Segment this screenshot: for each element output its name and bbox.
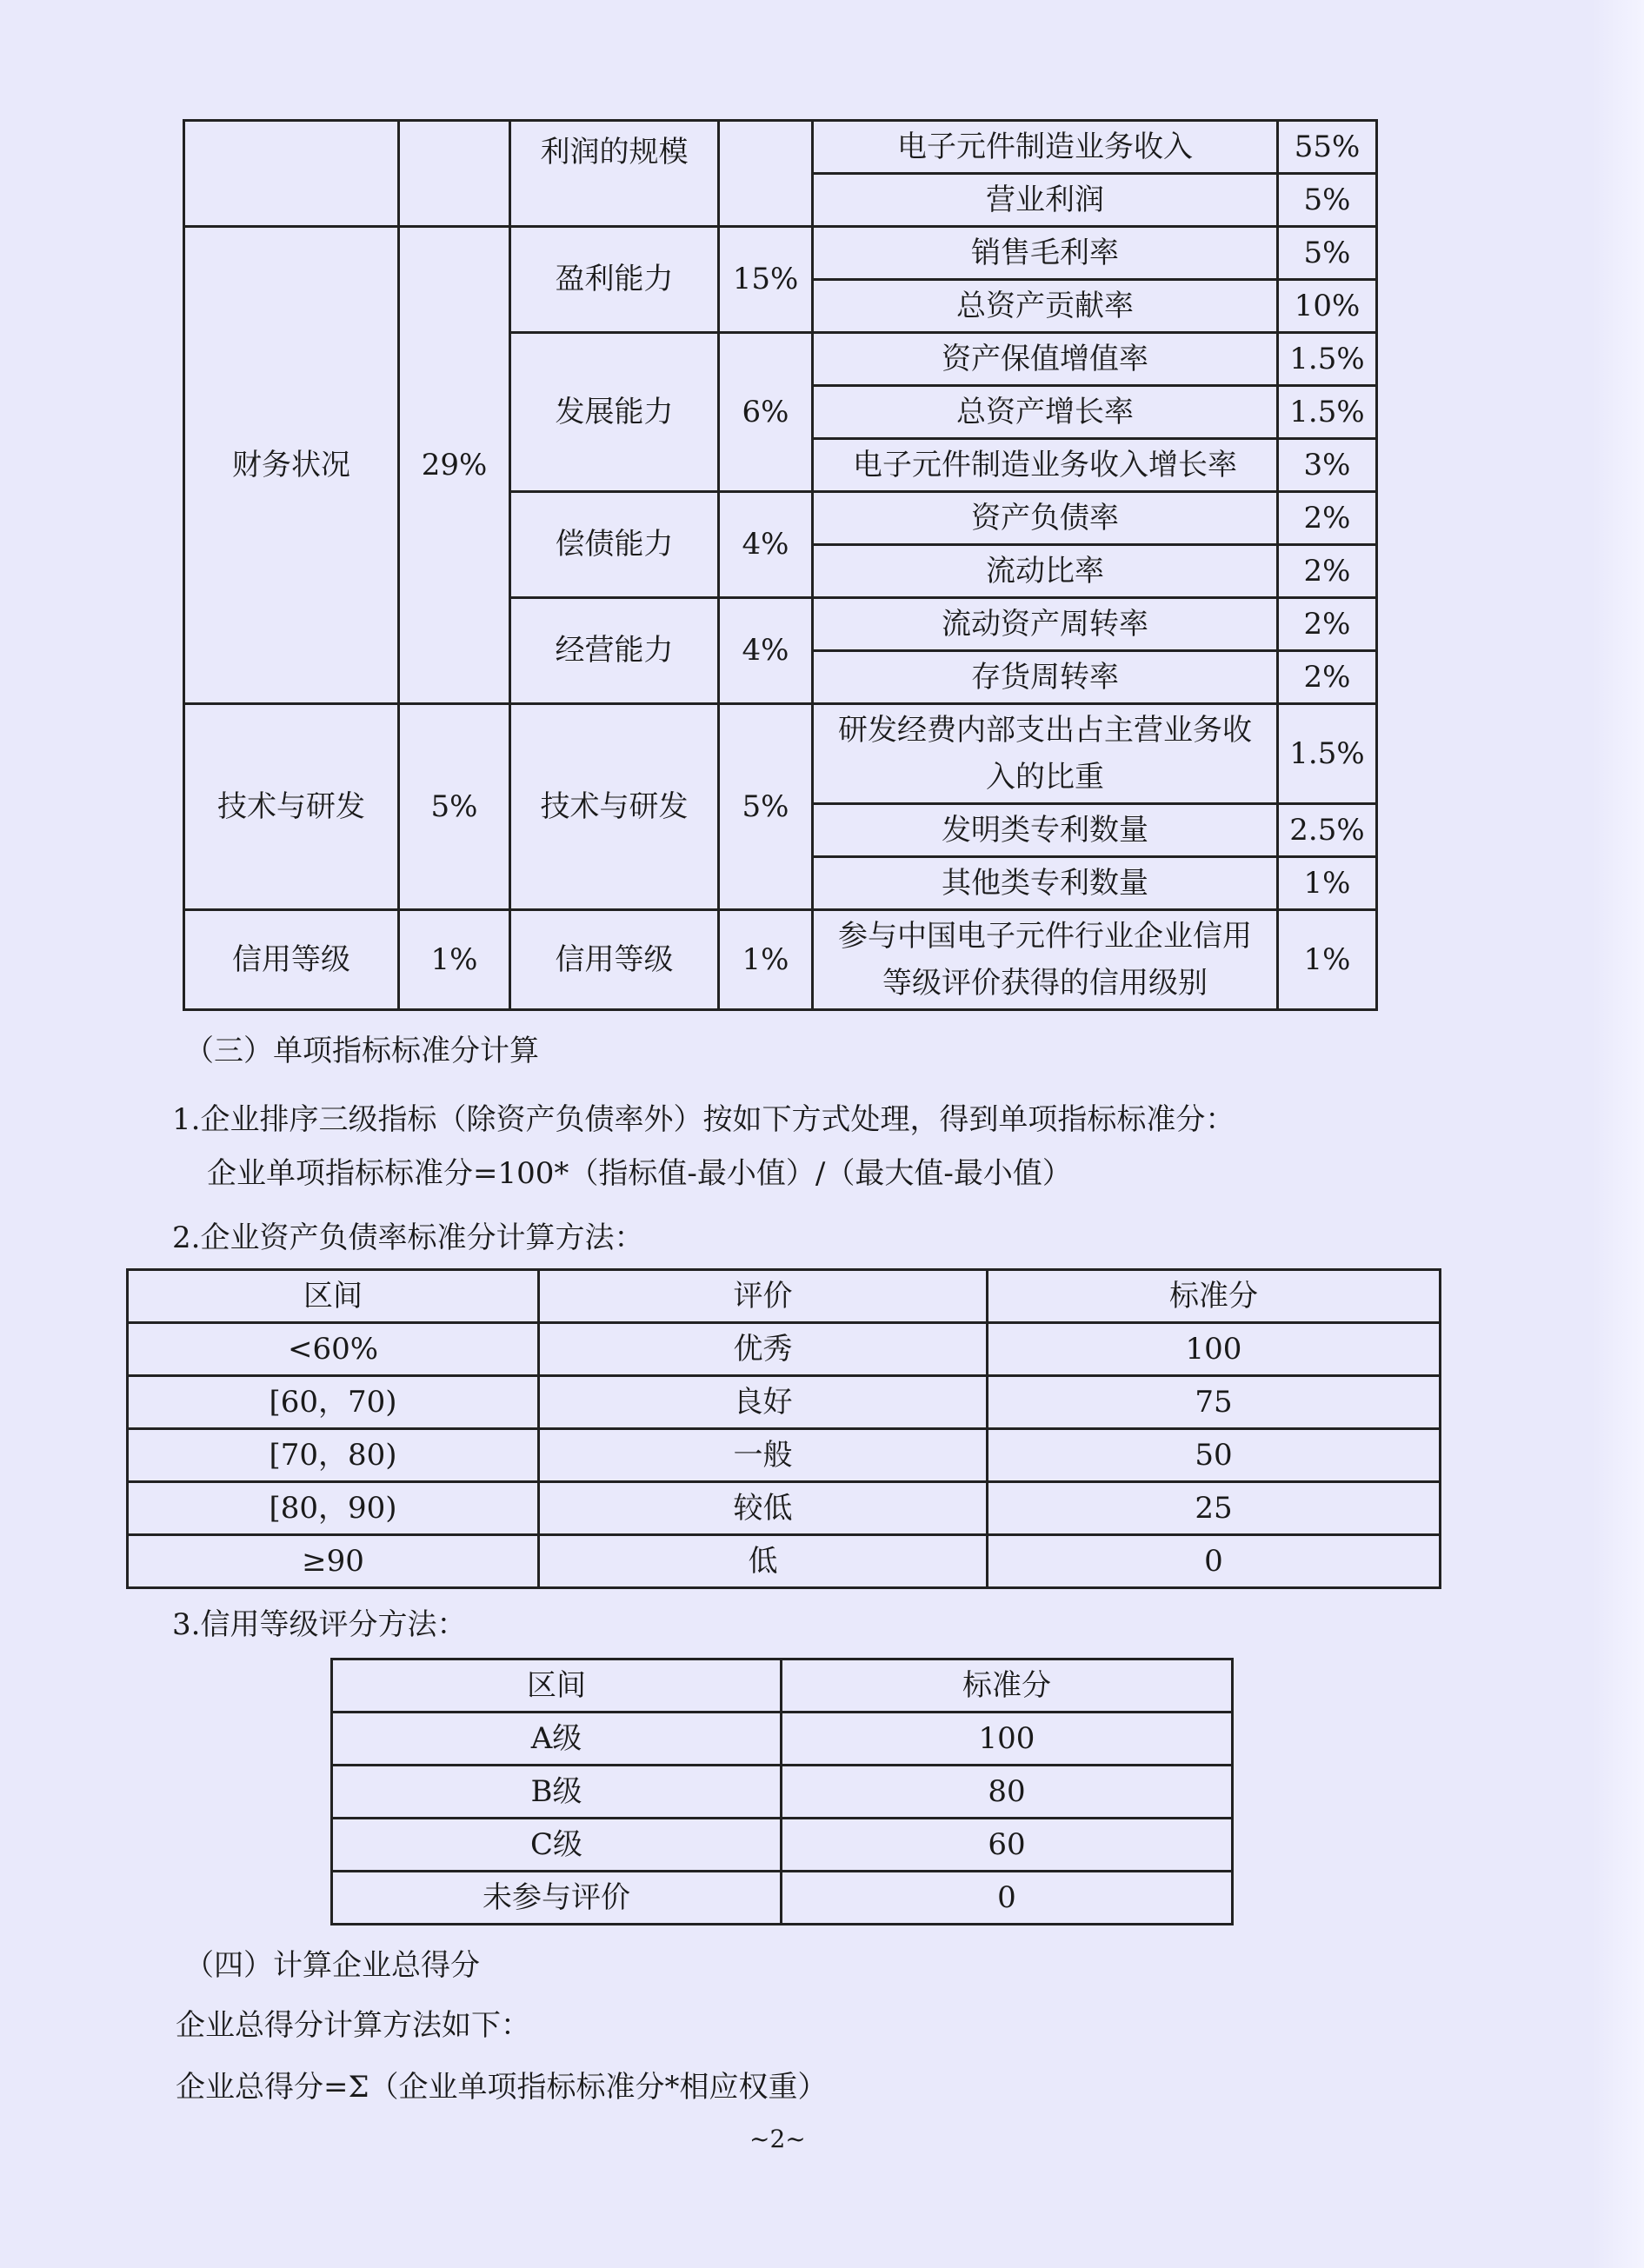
table-row	[128, 1429, 1441, 1482]
cell-primary-indicator: 财务状况	[184, 227, 399, 704]
cell-primary-indicator: 技术与研发	[184, 704, 399, 910]
cell-tertiary-indicator: 总资产贡献率	[813, 280, 1278, 333]
cell-tertiary-indicator: 资产保值增值率	[813, 333, 1278, 386]
credit-rating-score-table	[330, 1658, 1234, 1925]
total-score-formula: 企业总得分=Σ（企业单项指标标准分*相应权重）	[176, 2070, 828, 2105]
cell-secondary-indicator: 技术与研发	[510, 704, 719, 910]
cell-secondary-indicator: 偿债能力	[510, 492, 719, 598]
debt-range: <60%	[128, 1323, 539, 1376]
cell-tertiary-indicator: 参与中国电子元件行业企业信用等级评价获得的信用级别	[813, 910, 1278, 1010]
debt-rating: 较低	[539, 1482, 988, 1535]
cell-tertiary-indicator: 销售毛利率	[813, 227, 1278, 280]
cell-tertiary-weight: 3%	[1278, 439, 1377, 492]
cell-secondary-weight: 5%	[719, 704, 813, 910]
cell-secondary-indicator: 信用等级	[510, 910, 719, 1010]
credit-score: 80	[782, 1766, 1233, 1819]
cell-tertiary-indicator: 电子元件制造业务收入增长率	[813, 439, 1278, 492]
item-1-formula: 企业单项指标标准分=100*（指标值-最小值）/（最大值-最小值）	[207, 1156, 1072, 1191]
credit-level: B级	[332, 1766, 782, 1819]
table-row	[128, 1535, 1441, 1588]
section-4-heading: （四）计算企业总得分	[184, 1948, 480, 1983]
cell-tertiary-weight: 1%	[1278, 910, 1377, 1010]
debt-rating: 良好	[539, 1376, 988, 1429]
scan-edge	[1592, 0, 1644, 2268]
cell-tertiary-indicator: 研发经费内部支出占主营业务收入的比重	[813, 704, 1278, 804]
debt-score: 75	[988, 1376, 1441, 1429]
cell-tertiary-weight: 1.5%	[1278, 333, 1377, 386]
cell-primary-weight	[399, 121, 510, 227]
cell-tertiary-weight: 2%	[1278, 492, 1377, 545]
cell-secondary-indicator: 盈利能力	[510, 227, 719, 333]
debt-range: ≥90	[128, 1535, 539, 1588]
debt-range: [70，80)	[128, 1429, 539, 1482]
debt-range: [80，90)	[128, 1482, 539, 1535]
indicator-weight-table	[183, 119, 1378, 1011]
cell-secondary-indicator: 利润的规模	[510, 121, 719, 227]
table-row	[332, 1872, 1233, 1925]
credit-score: 100	[782, 1713, 1233, 1766]
credit-level: C级	[332, 1819, 782, 1872]
debt-range: [60，70)	[128, 1376, 539, 1429]
cell-tertiary-weight: 55%	[1278, 121, 1377, 174]
debt-header-range: 区间	[128, 1270, 539, 1323]
debt-score: 50	[988, 1429, 1441, 1482]
table-row	[332, 1819, 1233, 1872]
cell-tertiary-indicator: 资产负债率	[813, 492, 1278, 545]
cell-tertiary-weight: 1.5%	[1278, 704, 1377, 804]
debt-header-score: 标准分	[988, 1270, 1441, 1323]
cell-tertiary-weight: 2%	[1278, 545, 1377, 598]
debt-score: 0	[988, 1535, 1441, 1588]
debt-rating: 一般	[539, 1429, 988, 1482]
credit-header-score: 标准分	[782, 1659, 1233, 1713]
item-3-text: 3.信用等级评分方法：	[172, 1607, 467, 1642]
table-row	[332, 1766, 1233, 1819]
cell-primary-weight: 5%	[399, 704, 510, 910]
table-row	[332, 1713, 1233, 1766]
cell-tertiary-weight: 2%	[1278, 651, 1377, 704]
debt-ratio-score-table	[126, 1268, 1441, 1589]
page-number: ~2~	[749, 2125, 806, 2153]
cell-tertiary-indicator: 发明类专利数量	[813, 804, 1278, 857]
cell-tertiary-indicator: 流动比率	[813, 545, 1278, 598]
item-2-text: 2.企业资产负债率标准分计算方法：	[172, 1220, 644, 1255]
table-row	[128, 1482, 1441, 1535]
credit-level: 未参与评价	[332, 1872, 782, 1925]
table-row	[128, 1323, 1441, 1376]
cell-primary-weight: 1%	[399, 910, 510, 1010]
section-3-heading: （三）单项指标标准分计算	[184, 1034, 539, 1068]
section-4-intro: 企业总得分计算方法如下：	[176, 2008, 530, 2043]
cell-secondary-weight: 4%	[719, 492, 813, 598]
item-1-text: 1.企业排序三级指标（除资产负债率外）按如下方式处理，得到单项指标标准分：	[172, 1102, 1235, 1137]
cell-tertiary-weight: 2.5%	[1278, 804, 1377, 857]
cell-tertiary-indicator: 其他类专利数量	[813, 857, 1278, 910]
cell-secondary-indicator: 发展能力	[510, 333, 719, 492]
table-row	[128, 1376, 1441, 1429]
debt-rating: 优秀	[539, 1323, 988, 1376]
credit-level: A级	[332, 1713, 782, 1766]
cell-primary-weight: 29%	[399, 227, 510, 704]
cell-secondary-weight	[719, 121, 813, 227]
cell-secondary-weight: 4%	[719, 598, 813, 704]
debt-score: 25	[988, 1482, 1441, 1535]
cell-tertiary-indicator: 流动资产周转率	[813, 598, 1278, 651]
cell-primary-indicator: 信用等级	[184, 910, 399, 1010]
cell-tertiary-indicator: 存货周转率	[813, 651, 1278, 704]
cell-secondary-weight: 6%	[719, 333, 813, 492]
cell-secondary-weight: 1%	[719, 910, 813, 1010]
cell-tertiary-weight: 5%	[1278, 227, 1377, 280]
credit-score: 60	[782, 1819, 1233, 1872]
cell-tertiary-weight: 1.5%	[1278, 386, 1377, 439]
cell-tertiary-weight: 5%	[1278, 174, 1377, 227]
cell-tertiary-weight: 10%	[1278, 280, 1377, 333]
debt-score: 100	[988, 1323, 1441, 1376]
debt-rating: 低	[539, 1535, 988, 1588]
cell-tertiary-indicator: 总资产增长率	[813, 386, 1278, 439]
cell-secondary-weight: 15%	[719, 227, 813, 333]
cell-secondary-indicator: 经营能力	[510, 598, 719, 704]
cell-tertiary-indicator: 营业利润	[813, 174, 1278, 227]
cell-tertiary-weight: 1%	[1278, 857, 1377, 910]
cell-tertiary-indicator: 电子元件制造业务收入	[813, 121, 1278, 174]
cell-primary-indicator	[184, 121, 399, 227]
credit-score: 0	[782, 1872, 1233, 1925]
credit-header-range: 区间	[332, 1659, 782, 1713]
debt-header-rating: 评价	[539, 1270, 988, 1323]
cell-tertiary-weight: 2%	[1278, 598, 1377, 651]
